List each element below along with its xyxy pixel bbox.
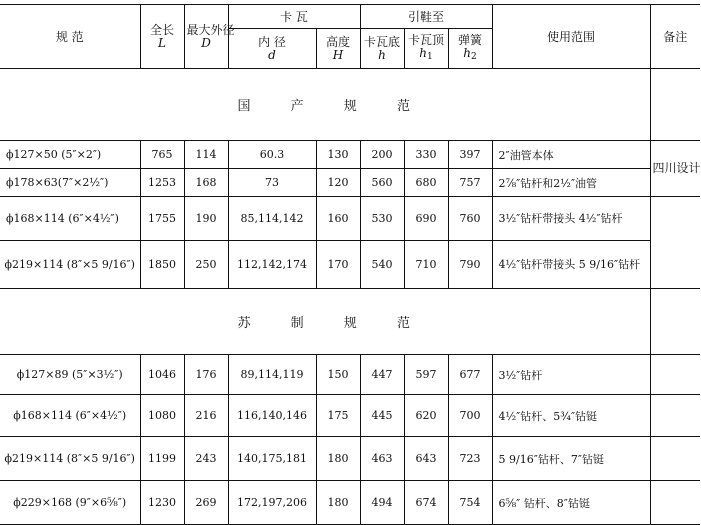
header-spec: 规 范 — [0, 5, 140, 69]
header-remarks: 备注 — [650, 5, 700, 69]
table-row: ϕ229×168 (9″×6⅝″) 1230 269 172,197,206 180 494 674 754 6⅝″ 钻杆、8″钻铤 — [0, 481, 700, 525]
table-row: ϕ219×114 (8″×5 9/16″) 1199 243 140,175,181 180 463 643 723 5 9/16″钻杆、7″钻铤 — [0, 437, 700, 481]
spec-table — [0, 4, 700, 525]
remark-note: 四川设计 — [650, 141, 700, 197]
header-row-1 — [0, 5, 700, 29]
header-usage: 使用范围 — [492, 5, 650, 69]
header-slip: 卡 瓦 — [228, 5, 360, 29]
section-title: 国 产 规 范 — [0, 69, 650, 141]
header-lead-to: 引鞋至 — [360, 5, 492, 29]
section-title: 苏 制 规 范 — [0, 289, 650, 355]
header-slip-top: 卡瓦顶 $h_1$ — [404, 29, 448, 69]
header-spring: 弹簧 $h_2$ — [448, 29, 492, 69]
table-row: ϕ127×50 (5″×2″) 765 114 60.3 130 200 330 397 2″油管本体 四川设计 — [0, 141, 700, 169]
table-row: ϕ178×63(7″×2½″) 1253 168 73 120 560 680 757 2⅞″钻杆和2½″油管 — [0, 169, 700, 197]
header-inner-dia: 内 径 d — [228, 29, 316, 69]
table-row: ϕ219×114 (8″×5 9/16″) 1850 250 112,142,174 170 540 710 790 4½″钻杆带接头 5 9/16″钻杆 — [0, 241, 700, 289]
header-height: 高度 H — [316, 29, 360, 69]
header-slip-bottom: 卡瓦底 h — [360, 29, 404, 69]
header-total-length: 全长 L — [140, 5, 184, 69]
section-title-row — [0, 289, 700, 355]
header-max-od: 最大外径 D — [184, 5, 228, 69]
table-row: ϕ168×114 (6″×4½″) 1755 190 85,114,142 160 530 690 760 3½″钻杆带接头 4½″钻杆 — [0, 197, 700, 241]
section-title-row — [0, 69, 700, 141]
table-row: ϕ168×114 (6″×4½″) 1080 216 116,140,146 175 445 620 700 4½″钻杆、5¾″钻铤 — [0, 395, 700, 437]
table-row: ϕ127×89 (5″×3½″) 1046 176 89,114,119 150 447 597 677 3½″钻杆 — [0, 355, 700, 395]
